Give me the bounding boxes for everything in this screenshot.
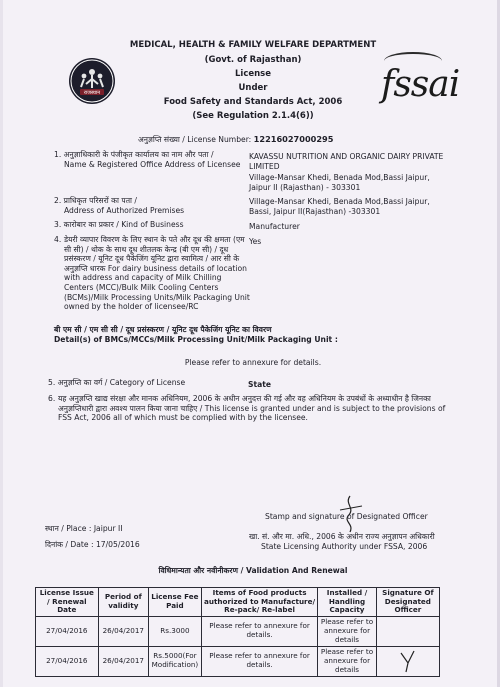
item-1-label-english: Name & Registered Office Address of Licensee: [64, 159, 241, 169]
kind-of-business-value: Manufacturer: [249, 222, 300, 231]
food-items-cell: Please refer to annexure for details.: [201, 616, 317, 646]
column-header: License Issue / Renewal Date: [36, 588, 99, 617]
signature-cell: [376, 616, 439, 646]
regulation-heading: (See Regulation 2.1.4(6)): [192, 111, 314, 121]
fssai-logo: fssai: [381, 64, 460, 105]
license-number-label: अनुज्ञप्ति संख्या / License Number:: [138, 135, 252, 144]
item-4-number: 4.: [54, 235, 62, 244]
capacity-cell: Please refer to annexure for details: [318, 646, 376, 676]
column-header: Period of validity: [98, 588, 148, 617]
column-header: Signature Of Designated Officer: [376, 588, 439, 617]
item-3-label-text: कारोबार का प्रकार / Kind of Business: [63, 220, 184, 229]
authority-hindi: खा. सं. और मा. अधि., 2006 के अधीन राज्य अनुज्ञापन अधिकारी: [249, 532, 435, 541]
table-row: [36, 646, 440, 676]
item-3-label: [54, 220, 250, 230]
table-row: [36, 616, 440, 646]
item-5-label: [48, 378, 185, 388]
column-header: Items of Food products authorized to Manufacture/ Re-pack/ Re-label: [201, 588, 317, 617]
issue-date-cell: 27/04/2016: [36, 646, 99, 676]
item-1-number: 1.: [54, 150, 62, 159]
bmc-heading-hindi: बी एम सी / एम सी सी / दूध प्रसंस्करण / यूनिट दूध पैकेजिंग यूनिट का विवरण: [54, 325, 272, 334]
item-5-number: 5.: [48, 378, 56, 387]
annexure-note: Please refer to annexure for details.: [184, 358, 322, 367]
item-4-label-text: डेयरी व्यापार विवरण के लिए स्थान के पते और दूध की क्षमता (एम सी सी) / थोक के साथ दूध शीतलक केन्द्र (बी एम सी) / दूध प्रसंस्करण / यूनिट दूध पैकेजिंग यूनिट द्वारा स्वामित्व / आर सी के अनुज्ञप्ति धारक For dairy business details of location with address and capacity of Milk Chilling Centers (MCC)/Bulk Milk Cooling Centers (BCMs)/Milk Processing Units/Milk Packaging Unit owned by the holder of licensee/RC: [64, 235, 250, 312]
rajasthan-emblem-icon: [69, 58, 115, 104]
item-1-label: [54, 150, 250, 169]
signature-cell: [376, 646, 439, 676]
item-2-label-english: Address of Authorized Premises: [64, 205, 185, 215]
licensee-address: Village-Mansar Khedi, Benada Mod,Bassi Jaipur, Jaipur II (Rajasthan) - 303301: [249, 173, 430, 192]
food-items-cell: Please refer to annexure for details.: [201, 646, 317, 676]
act-heading: Food Safety and Standards Act, 2006: [163, 97, 343, 107]
item-1-label-hindi: अनुज्ञाधिकारी के पंजीकृत कार्यालय का नाम और पता /: [63, 150, 214, 159]
govt-heading: (Govt. of Rajasthan): [204, 55, 302, 65]
item-6-text-block: [48, 394, 450, 423]
validity-cell: 26/04/2017: [98, 646, 148, 676]
place-value: Jaipur II: [93, 524, 123, 533]
date-row: [45, 540, 140, 550]
table-header-row: [36, 588, 440, 617]
item-2-label: [54, 196, 250, 215]
fee-cell: Rs.3000: [149, 616, 202, 646]
date-label: दिनांक / Date :: [45, 540, 94, 549]
authorized-premises-address: Village-Mansar Khedi, Benada Mod,Bassi Jaipur, Bassi, Jaipur II(Rajasthan) -303301: [249, 197, 430, 216]
capacity-cell: Please refer to annexure for details: [318, 616, 376, 646]
row-signature-icon: [398, 649, 418, 673]
licensee-name: KAVASSU NUTRITION AND ORGANIC DAIRY PRIVATE LIMITED: [249, 152, 444, 171]
license-number-row: [138, 135, 333, 145]
item-6-text: यह अनुज्ञप्ति खाद्य संरक्षा और मानक अधिनियम, 2006 के अधीन अनुदत्त की गई और वह अधिनियम के उपबंधों के अध्याधीन है जिनका अनुज्ञप्तिधारी द्वारा अवश्य पालन किया जाना चाहिए / This license is granted under and is subject to the provisions of FSS Act, 2006 all of which must be complied with by the licensee.: [58, 394, 446, 423]
item-2-number: 2.: [54, 196, 62, 205]
emblem-caption: राजस्थान: [83, 90, 101, 96]
licensing-authority: [249, 532, 449, 551]
item-1-value: [249, 152, 449, 192]
fee-cell: Rs.5000(For Modification): [149, 646, 202, 676]
license-number-value: 12216027000295: [253, 134, 334, 144]
date-value: 17/05/2016: [95, 540, 140, 549]
validation-table: [35, 587, 440, 677]
department-heading: MEDICAL, HEALTH & FAMILY WELFARE DEPARTMENT: [129, 40, 377, 50]
item-2-label-hindi: प्राधिकृत परिसरों का पता /: [63, 196, 137, 205]
item-4-label: [54, 235, 250, 312]
emblem-graphic: [69, 58, 115, 104]
item-5-label-text: अनुज्ञप्ति का वर्ग / Category of License: [57, 378, 186, 387]
bmc-heading-english: Detail(s) of BMCs/MCCs/Milk Processing Unit/Milk Packaging Unit :: [54, 334, 338, 344]
column-header: Installed / Handling Capacity: [318, 588, 376, 617]
license-heading: License: [234, 69, 271, 79]
issue-date-cell: 27/04/2016: [36, 616, 99, 646]
validation-heading: विधिमान्यता और नवीनीकरण / Validation And Renewal: [158, 566, 348, 575]
bmc-heading: [54, 325, 354, 344]
column-header: License Fee Paid: [149, 588, 202, 617]
item-6-number: 6.: [48, 394, 56, 403]
dairy-business-value: Yes: [249, 237, 262, 246]
license-category-value: State: [248, 380, 272, 389]
place-label: स्थान / Place :: [45, 524, 92, 533]
validity-cell: 26/04/2017: [98, 616, 148, 646]
item-3-number: 3.: [54, 220, 62, 229]
place-row: [45, 524, 122, 534]
stamp-signature-label: Stamp and signature of Designated Officer: [265, 512, 428, 521]
authority-english: State Licensing Authority under FSSA, 2006: [261, 541, 428, 551]
under-heading: Under: [238, 83, 268, 93]
